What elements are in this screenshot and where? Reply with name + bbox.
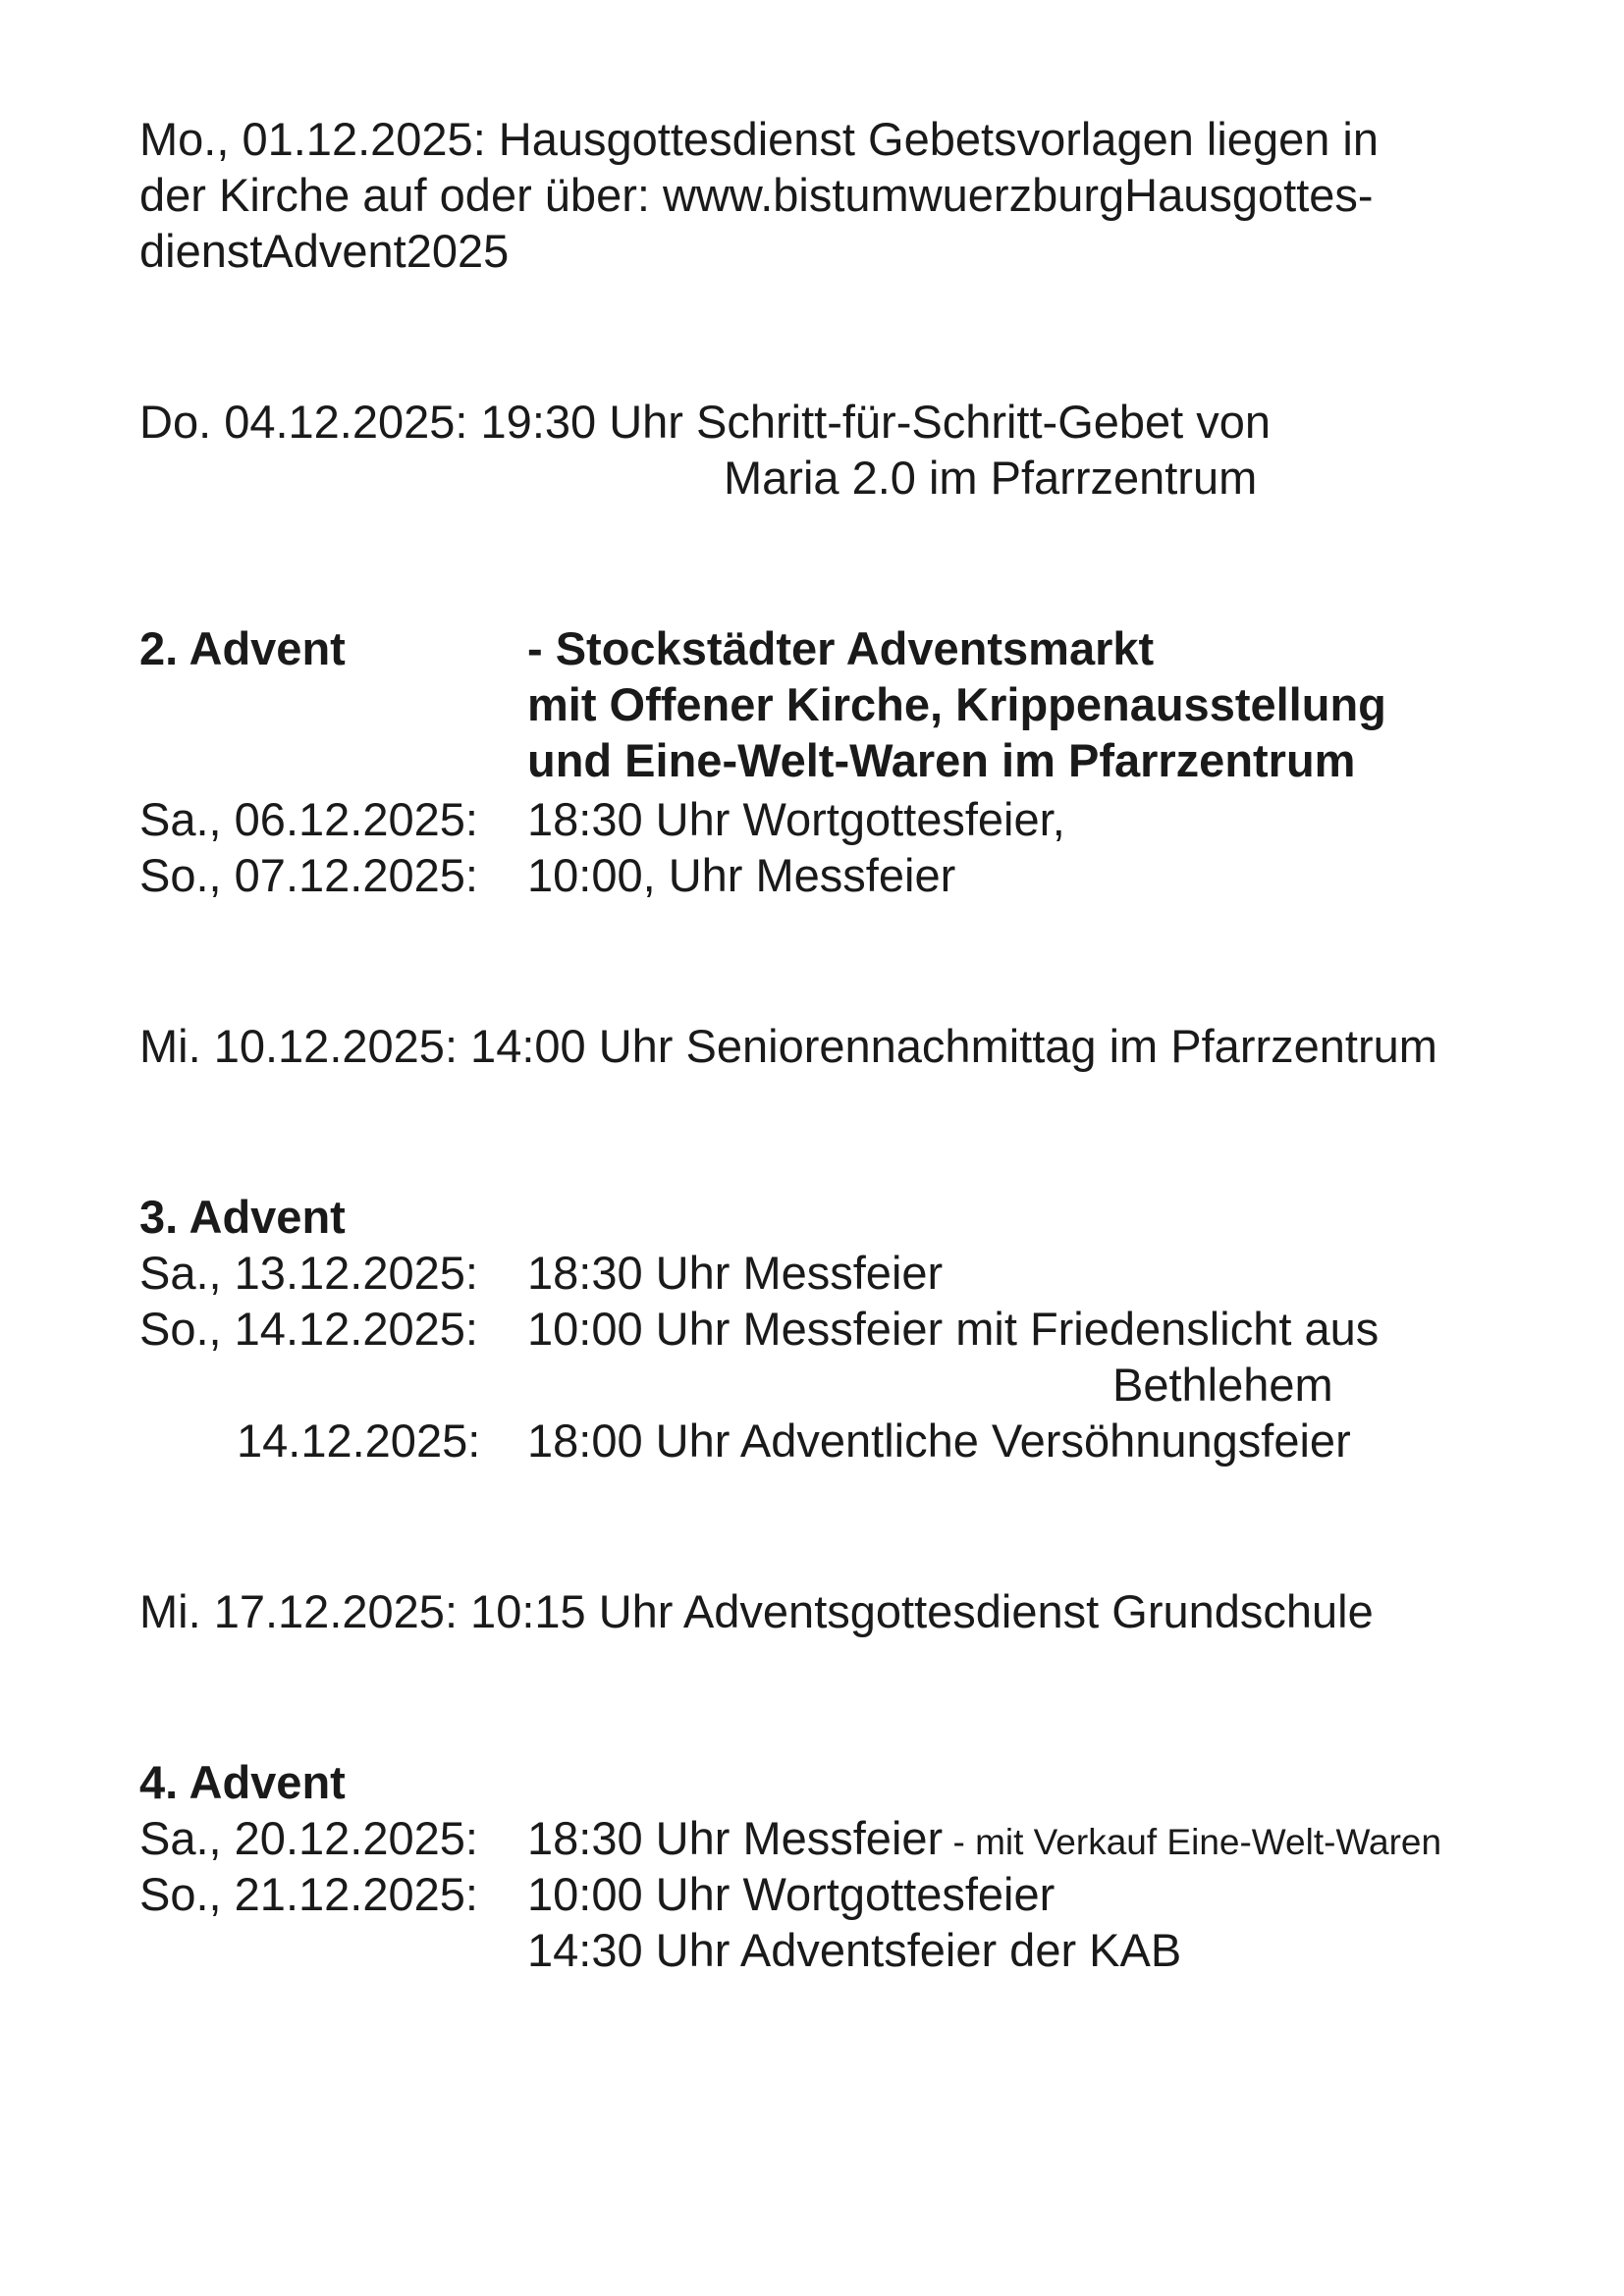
advent4-row1-line [527,1810,1441,1870]
advent3-row2-date: So., 14.12.2025: [139,1303,478,1355]
advent4-row2-text: 10:00 Uhr Wortgottesfeier [527,1868,1056,1920]
advent3-row3-text: Bethlehem [1112,1359,1333,1411]
advent4-row1-date: Sa., 20.12.2025: [139,1812,478,1864]
advent4-row1-text: 18:30 Uhr Messfeier [527,1812,944,1864]
advent3-heading: 3. Advent [139,1191,346,1243]
advent3-row1-text: 18:30 Uhr Messfeier [527,1247,944,1299]
advent2-event-line1: - Stockstädter Adventsmarkt [527,622,1155,674]
entry-hausgottesdienst-line1: Mo., 01.12.2025: Hausgottesdienst Gebetsvorlagen liegen in [139,113,1380,165]
entry-hausgottesdienst-line3: dienstAdvent2025 [139,225,510,277]
advent2-row1-date: Sa., 06.12.2025: [139,793,478,845]
advent2-heading: 2. Advent [139,622,346,674]
advent3-row2-text: 10:00 Uhr Messfeier mit Friedenslicht aus [527,1303,1380,1355]
advent2-row2-text: 10:00, Uhr Messfeier [527,849,956,901]
entry-gebet-line2: Maria 2.0 im Pfarrzentrum [724,452,1258,504]
advent2-row2-date: So., 07.12.2025: [139,849,478,901]
advent3-row4-text: 18:00 Uhr Adventliche Versöhnungsfeier [527,1415,1351,1467]
advent4-heading: 4. Advent [139,1756,346,1808]
advent2-row1-text: 18:30 Uhr Wortgottesfeier, [527,793,1065,845]
advent3-row4-date: 14.12.2025: [237,1415,481,1467]
entry-gebet-line1: Do. 04.12.2025: 19:30 Uhr Schritt-für-Schritt-Gebet von [139,396,1272,448]
advent2-event-line2: mit Offener Kirche, Krippenausstellung [527,678,1386,730]
advent4-row3-text: 14:30 Uhr Adventsfeier der KAB [527,1924,1182,1976]
advent2-event-line3: und Eine-Welt-Waren im Pfarrzentrum [527,734,1356,786]
advent4-row1-note: - mit Verkauf Eine-Welt-Waren [943,1822,1442,1862]
entry-adventsgottesdienst-grundschule: Mi. 17.12.2025: 10:15 Uhr Adventsgottesdienst Grundschule [139,1585,1374,1637]
advent4-row2-date: So., 21.12.2025: [139,1868,478,1920]
entry-hausgottesdienst-line2: der Kirche auf oder über: www.bistumwuerzburgHausgottes- [139,169,1374,221]
advent3-row1-date: Sa., 13.12.2025: [139,1247,478,1299]
entry-seniorennachmittag: Mi. 10.12.2025: 14:00 Uhr Seniorennachmittag im Pfarrzentrum [139,1020,1437,1072]
